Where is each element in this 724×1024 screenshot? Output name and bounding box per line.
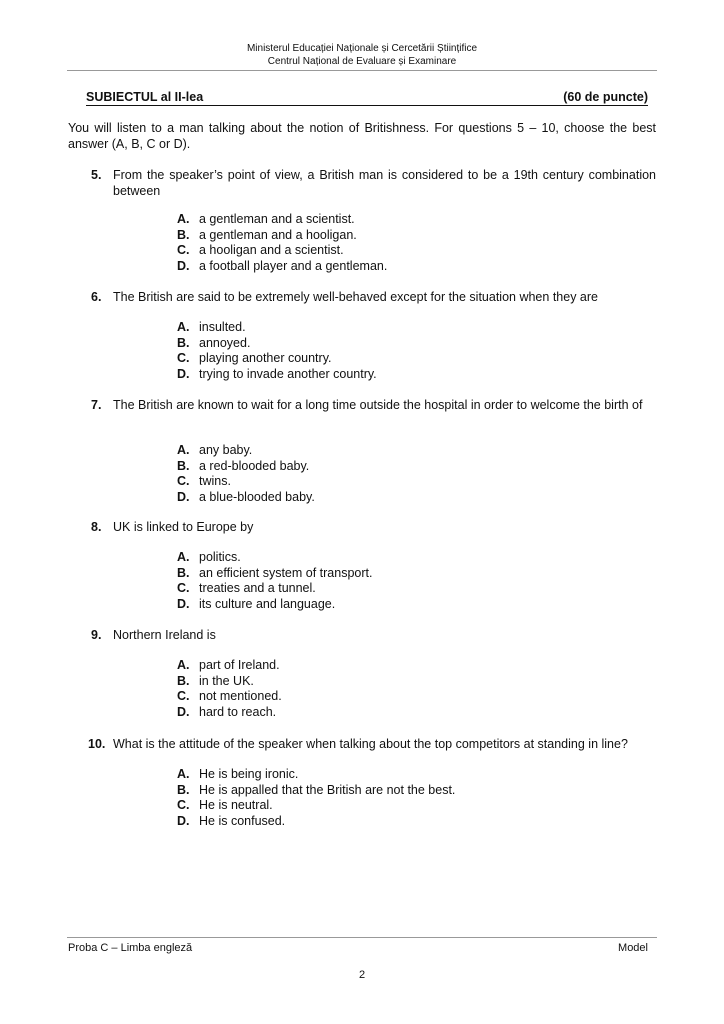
- question-number: 5.: [91, 168, 102, 182]
- question-number: 7.: [91, 398, 102, 412]
- option-d: D. a blue-blooded baby.: [177, 490, 315, 505]
- header-center: Centrul Național de Evaluare și Examinare: [267, 55, 457, 67]
- option-d: D. a football player and a gentleman.: [177, 259, 388, 274]
- option-d: D. hard to reach.: [177, 705, 277, 720]
- option-c: C. playing another country.: [177, 351, 332, 366]
- question-6: [91, 290, 656, 306]
- option-a: A. any baby.: [177, 443, 253, 457]
- page-number: 2: [358, 969, 366, 981]
- header-divider: [67, 70, 657, 71]
- document-header: [0, 43, 724, 68]
- options-5: [177, 212, 387, 275]
- option-c: C. treaties and a tunnel.: [177, 581, 316, 596]
- question-number: 10.: [88, 737, 106, 751]
- footer-model-label: Model: [618, 942, 648, 954]
- option-c: C. a hooligan and a scientist.: [177, 243, 344, 258]
- question-text: From the speaker’s point of view, a British man is considered to be a 19th century combination between: [113, 168, 656, 198]
- question-text: Northern Ireland is: [113, 628, 216, 642]
- question-number: 6.: [91, 290, 102, 304]
- question-7: [91, 398, 656, 414]
- question-9: [91, 628, 656, 644]
- subject-title: SUBIECTUL al II-lea: [86, 90, 204, 104]
- option-b: B. a gentleman and a hooligan.: [177, 227, 357, 242]
- options-10: [177, 767, 455, 830]
- header-ministry: Ministerul Educației Naționale și Cercetării Științifice: [246, 43, 478, 54]
- option-b: B. He is appalled that the British are not the best.: [177, 782, 456, 797]
- subject-heading: [86, 90, 648, 106]
- option-a: A. He is being ironic.: [177, 767, 299, 781]
- question-number: 8.: [91, 520, 102, 534]
- instructions: You will listen to a man talking about the notion of Britishness. For questions 5 – 10, choose the best answer (A, B, C or D).: [68, 121, 656, 151]
- option-b: B. an efficient system of transport.: [177, 565, 373, 580]
- option-a: A. a gentleman and a scientist.: [177, 212, 355, 226]
- option-d: D. trying to invade another country.: [177, 367, 377, 382]
- option-a: A. part of Ireland.: [177, 658, 280, 672]
- footer-exam-name: Proba C – Limba engleză: [68, 942, 193, 954]
- question-text: UK is linked to Europe by: [113, 520, 254, 534]
- question-5: [91, 168, 656, 199]
- options-9: [177, 658, 282, 721]
- option-a: A. politics.: [177, 550, 241, 564]
- question-number: 9.: [91, 628, 102, 642]
- question-text: The British are known to wait for a long time outside the hospital in order to welcome the birth of: [113, 398, 643, 412]
- options-8: [177, 550, 372, 613]
- option-d: D. its culture and language.: [177, 597, 336, 612]
- option-d: D. He is confused.: [177, 814, 286, 829]
- question-text: The British are said to be extremely well-behaved except for the situation when they are: [113, 290, 598, 304]
- option-c: C. not mentioned.: [177, 689, 282, 704]
- option-c: C. twins.: [177, 474, 231, 489]
- option-a: A. insulted.: [177, 320, 246, 334]
- question-10: [88, 737, 656, 753]
- options-7: [177, 443, 315, 506]
- question-text: What is the attitude of the speaker when talking about the top competitors at standing in line?: [113, 737, 628, 751]
- footer-divider: [67, 937, 657, 938]
- option-c: C. He is neutral.: [177, 798, 273, 813]
- options-6: [177, 320, 377, 383]
- option-b: B. a red-blooded baby.: [177, 458, 310, 473]
- question-8: [91, 520, 656, 536]
- option-b: B. annoyed.: [177, 335, 251, 350]
- subject-points: (60 de puncte): [563, 90, 648, 104]
- option-b: B. in the UK.: [177, 673, 254, 688]
